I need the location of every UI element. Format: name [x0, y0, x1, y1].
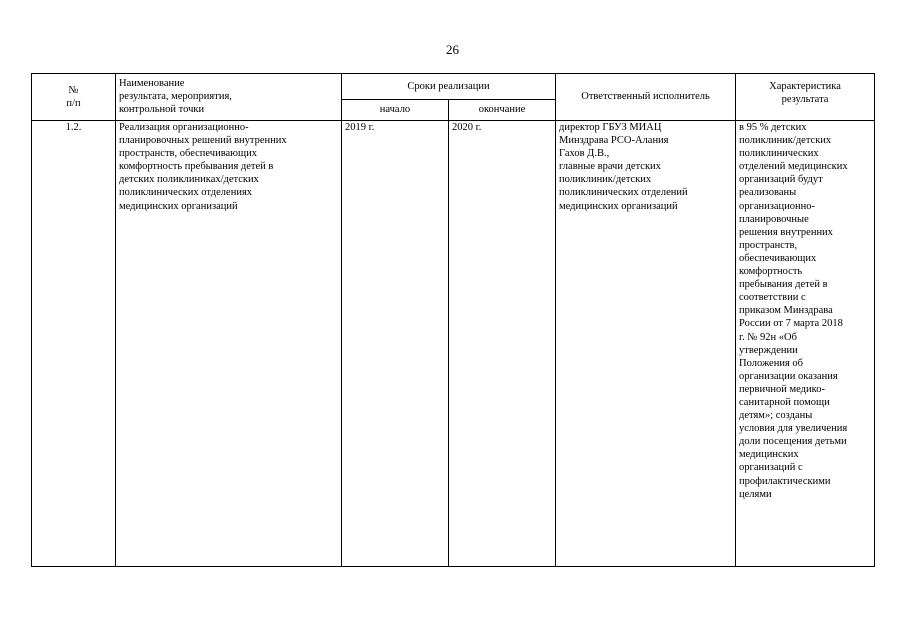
header-start: начало [342, 100, 449, 121]
row-num: 1.2. [32, 121, 116, 567]
row-end: 2020 г. [449, 121, 556, 567]
header-end: окончание [449, 100, 556, 121]
row-start: 2019 г. [342, 121, 449, 567]
row-name: Реализация организационно- планировочных решений внутренних пространств, обеспечивающих комфортность пребывания детей в детских поликлиниках/детских поликлинических отделениях медицинских организаций [116, 121, 342, 567]
row-responsible: директор ГБУЗ МИАЦ Минздрава РСО-Алания Гахов Д.В., главные врачи детских поликлиник/детских поликлинических отделений медицинских организаций [556, 121, 736, 567]
header-responsible: Ответственный исполнитель [556, 74, 736, 121]
header-characteristic: Характеристика результата [736, 74, 875, 121]
header-num: № п/п [32, 74, 116, 121]
header-terms: Сроки реализации [342, 74, 556, 100]
header-row-1 [32, 74, 875, 100]
row-characteristic: в 95 % детских поликлиник/детских поликлинических отделений медицинских организаций будут реализованы организационно- планировочные решения внутренних пространств, обеспечивающих комфортность пребывания детей в соответствии с приказом Минздрава России от 7 марта 2018 г. № 92н «Об утверждении Положения об организации оказания первичной медико- санитарной помощи детям»; созданы условия для увеличения доли посещения детьми медицинских организаций с профилактическими целями [736, 121, 875, 567]
header-name: Наименование результата, мероприятия, контрольной точки [116, 74, 342, 121]
page-number: 26 [446, 42, 459, 57]
table-row [32, 121, 875, 567]
implementation-table [31, 73, 875, 567]
